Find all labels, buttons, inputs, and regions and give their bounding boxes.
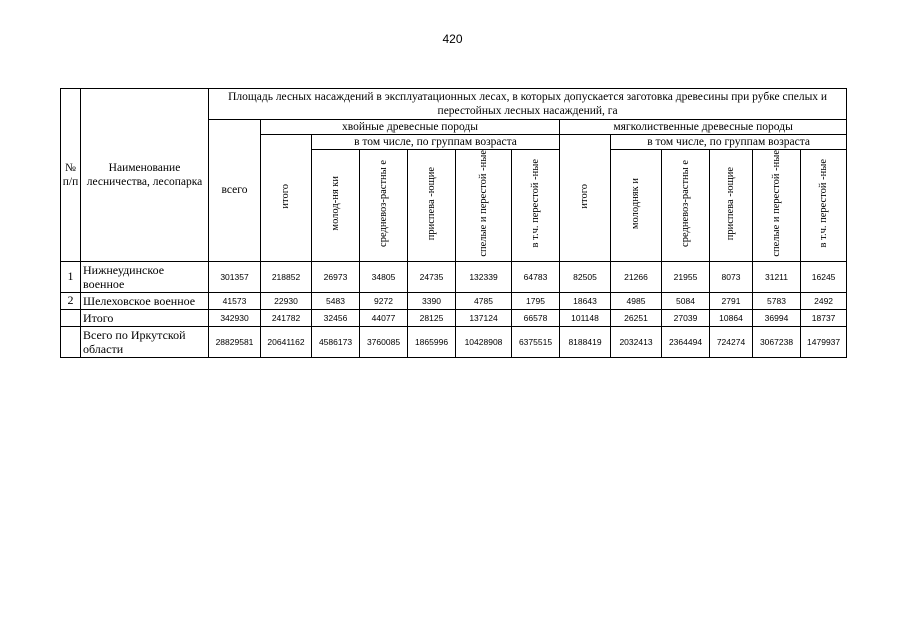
- value-cell: 137124: [456, 309, 512, 326]
- deciduous-subgroup-header: в том числе, по группам возраста: [611, 135, 847, 150]
- conifer-age-middle: средневоз-растны е: [360, 150, 408, 262]
- col-total-header: всего: [209, 120, 261, 262]
- value-cell: 218852: [261, 261, 312, 292]
- value-cell: 3390: [408, 292, 456, 309]
- value-cell: 5483: [312, 292, 360, 309]
- value-cell: 66578: [512, 309, 560, 326]
- value-cell: 2364494: [662, 326, 710, 357]
- deciduous-age-young: молодняк и: [611, 150, 662, 262]
- value-cell: 26251: [611, 309, 662, 326]
- row-name: Итого: [81, 309, 209, 326]
- value-cell: 2032413: [611, 326, 662, 357]
- value-cell: 32456: [312, 309, 360, 326]
- value-cell: 8073: [710, 261, 753, 292]
- value-cell: 4985: [611, 292, 662, 309]
- conifer-age-overmature: в т.ч. перестой -ные: [512, 150, 560, 262]
- value-cell: 64783: [512, 261, 560, 292]
- value-cell: 44077: [360, 309, 408, 326]
- deciduous-group-header: мягколиственные древесные породы: [560, 120, 847, 135]
- value-cell: 20641162: [261, 326, 312, 357]
- row-number: 2: [61, 292, 81, 309]
- row-name: Шелеховское военное: [81, 292, 209, 309]
- value-cell: 10428908: [456, 326, 512, 357]
- value-cell: 28829581: [209, 326, 261, 357]
- value-cell: 41573: [209, 292, 261, 309]
- value-cell: 21955: [662, 261, 710, 292]
- deciduous-age-ripening: приспева -ющие: [710, 150, 753, 262]
- row-name: Всего по Иркутской области: [81, 326, 209, 357]
- value-cell: 34805: [360, 261, 408, 292]
- value-cell: 18643: [560, 292, 611, 309]
- value-cell: 2492: [801, 292, 847, 309]
- forest-area-table: [60, 88, 847, 358]
- value-cell: 82505: [560, 261, 611, 292]
- value-cell: 2791: [710, 292, 753, 309]
- table-body: [61, 261, 847, 357]
- conifer-itogo-header: итого: [261, 135, 312, 262]
- row-number: [61, 326, 81, 357]
- value-cell: 27039: [662, 309, 710, 326]
- value-cell: 4586173: [312, 326, 360, 357]
- value-cell: 3067238: [753, 326, 801, 357]
- value-cell: 241782: [261, 309, 312, 326]
- value-cell: 5084: [662, 292, 710, 309]
- value-cell: 5783: [753, 292, 801, 309]
- value-cell: 342930: [209, 309, 261, 326]
- deciduous-age-overmature: в т.ч. перестой -ные: [801, 150, 847, 262]
- value-cell: 8188419: [560, 326, 611, 357]
- value-cell: 26973: [312, 261, 360, 292]
- conifer-subgroup-header: в том числе, по группам возраста: [312, 135, 560, 150]
- value-cell: 10864: [710, 309, 753, 326]
- table-row: [61, 292, 847, 309]
- top-header: Площадь лесных насаждений в эксплуатационных лесах, в которых допускается заготовка древесины при рубке спелых и перестойных лесных насаждений, га: [209, 89, 847, 120]
- row-number: 1: [61, 261, 81, 292]
- value-cell: 4785: [456, 292, 512, 309]
- table-row: [61, 261, 847, 292]
- value-cell: 18737: [801, 309, 847, 326]
- table-row: [61, 326, 847, 357]
- conifer-group-header: хвойные древесные породы: [261, 120, 560, 135]
- conifer-age-mature: спелые и перестой -ные: [456, 150, 512, 262]
- value-cell: 101148: [560, 309, 611, 326]
- col-no-header: № п/п: [61, 89, 81, 262]
- value-cell: 3760085: [360, 326, 408, 357]
- value-cell: 724274: [710, 326, 753, 357]
- value-cell: 28125: [408, 309, 456, 326]
- value-cell: 6375515: [512, 326, 560, 357]
- col-name-header: Наименование лесничества, лесопарка: [81, 89, 209, 262]
- row-name: Нижнеудинское военное: [81, 261, 209, 292]
- table-row: [61, 309, 847, 326]
- value-cell: 31211: [753, 261, 801, 292]
- deciduous-age-middle: средневоз-растны е: [662, 150, 710, 262]
- conifer-age-ripening: приспева -ющие: [408, 150, 456, 262]
- value-cell: 36994: [753, 309, 801, 326]
- page-number: 420: [442, 32, 463, 46]
- value-cell: 1479937: [801, 326, 847, 357]
- value-cell: 21266: [611, 261, 662, 292]
- value-cell: 301357: [209, 261, 261, 292]
- deciduous-itogo-header: итого: [560, 135, 611, 262]
- value-cell: 16245: [801, 261, 847, 292]
- value-cell: 9272: [360, 292, 408, 309]
- deciduous-age-mature: спелые и перестой -ные: [753, 150, 801, 262]
- value-cell: 132339: [456, 261, 512, 292]
- value-cell: 1795: [512, 292, 560, 309]
- value-cell: 24735: [408, 261, 456, 292]
- row-number: [61, 309, 81, 326]
- conifer-age-young: молод-ня ки: [312, 150, 360, 262]
- value-cell: 22930: [261, 292, 312, 309]
- value-cell: 1865996: [408, 326, 456, 357]
